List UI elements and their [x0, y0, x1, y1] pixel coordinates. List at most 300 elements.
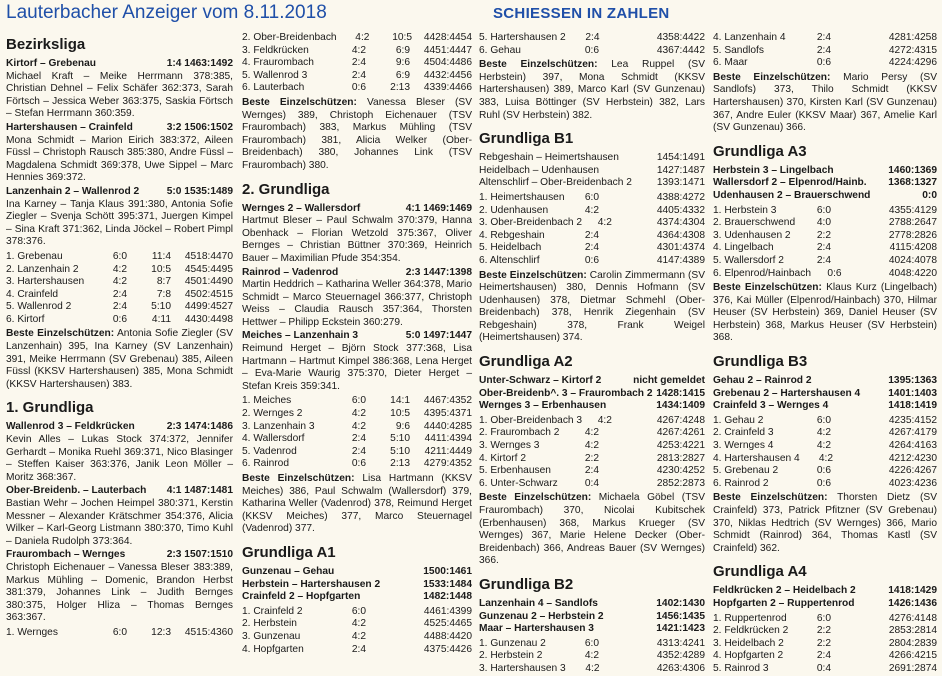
team-name: 3. Heidelbach 2	[713, 637, 784, 649]
team-points: 4:2	[816, 427, 831, 439]
team-wins	[831, 217, 875, 230]
team-name: 4. Rebgeshain	[479, 229, 545, 241]
column-1	[6, 30, 233, 673]
standings-row	[242, 631, 472, 644]
team-name: 5. Erbenhausen	[479, 465, 551, 477]
best-shooters-label: Beste Einzelschützen:	[713, 282, 822, 294]
match-pairings: Kevin Alles – Lukas Stock 374:372, Jennifer Gerhardt – Monika Ruehl 369:371, Nico Blasinger – Steffen Kaiser 363:376, Janik Leon Möller – Moritz 368:367.	[6, 434, 233, 483]
team-name: 2. Lanzenhain 2	[6, 263, 79, 275]
team-points: 2:4	[351, 69, 366, 81]
match-score: 1460:1369	[888, 164, 937, 176]
result-row	[479, 598, 705, 611]
team-name: 5. Sandlofs	[713, 44, 764, 56]
match-teams: Crainfeld 2 – Hopfgarten	[242, 591, 361, 603]
result-row	[479, 400, 705, 413]
column-2	[242, 30, 472, 673]
section-title: SCHIESSEN IN ZAHLEN	[493, 5, 670, 22]
team-rings: 4432:4456	[423, 69, 472, 81]
match-teams: Wernges 3 – Erbenhausen	[479, 400, 607, 412]
team-rings: 4525:4465	[423, 618, 472, 630]
team-wins	[366, 618, 410, 631]
team-name: 3. Hartershausen	[6, 276, 85, 288]
team-name: 2. Brauerschwend	[713, 217, 796, 229]
team-rings: 4226:4267	[888, 465, 937, 477]
result-row	[713, 400, 937, 413]
team-name: 3. Gunzenau	[242, 630, 301, 642]
team-rings: 4364:4308	[656, 229, 705, 241]
match-score: 2:3 1474:1486	[166, 421, 233, 433]
page-header	[0, 0, 942, 28]
team-points: 4:2	[351, 618, 366, 630]
team-points: 4:2	[351, 420, 366, 432]
team-rings: 4224:4296	[888, 57, 937, 69]
team-name: 2. Wernges 2	[242, 408, 303, 420]
team-rings: 4235:4152	[888, 414, 937, 426]
team-wins	[833, 453, 876, 466]
match-teams: Hopfgarten 2 – Ruppertenrod	[713, 597, 855, 609]
standings-table	[242, 606, 472, 656]
team-wins	[599, 650, 643, 663]
team-name: 4. Lanzenhain 4	[713, 32, 786, 43]
team-points: 0:4	[584, 477, 599, 489]
standings-row	[479, 45, 705, 58]
match-score: 1456:1435	[656, 610, 705, 622]
team-rings: 4267:4179	[888, 427, 937, 439]
team-name: 4. Crainfeld	[6, 288, 59, 300]
standings-table	[713, 415, 937, 491]
result-row	[713, 388, 937, 401]
team-rings: 2778:2826	[888, 229, 937, 241]
standings-row	[6, 276, 233, 289]
standings-table	[713, 205, 937, 281]
best-shooters-text: Lea Ruppel (SV Herbstein) 397, Mona Schmidt (KKSV Hartershausen) 389, Marco Karl (SV Gunzenau) 383, Luisa Böttinger (SV Herbstein) 382, Lars Ruhl (SV Herbstein) 382.	[479, 59, 705, 121]
team-points: 2:4	[351, 445, 366, 457]
match-pairings: Bastian Wehr – Jochen Heimpel 380:371, Kerstin Messner – Alexander Krätschmer 354:376, Alicia Wilker – Karl-Georg Listmann 380:370, Timo Kuhl – Daniela Rudolph 373:364.	[6, 498, 233, 547]
team-name: 6. Maar	[713, 57, 748, 69]
team-wins	[599, 440, 643, 453]
team-wins: 5:10	[151, 301, 171, 313]
standings-row	[479, 427, 705, 440]
team-rings: 4279:4352	[423, 458, 472, 470]
team-wins	[831, 205, 875, 218]
match-score: 1395:1363	[888, 375, 937, 387]
match-teams: Meiches – Lanzenhain 3	[242, 330, 359, 342]
team-points: 2:4	[585, 32, 600, 43]
standings-table	[242, 395, 472, 471]
team-rings: 4115:4208	[889, 242, 937, 254]
best-shooters-label: Beste Einzelschützen:	[479, 492, 592, 504]
match-score: 0:0	[922, 189, 937, 201]
team-points: 4:2	[816, 440, 831, 452]
team-wins: 14:1	[390, 395, 410, 407]
match-score: 1368:1327	[888, 177, 937, 189]
best-shooters-text: Carolin Zimmermann (SV Heimertshausen) 380, Dennis Hofmann (SV Udenhausen) 378, Dietmar Schmehl (Ober-Breidenbach) 378, Henrik Ziegenhain (SV Rebgeshain) 378, Frank Weigel (Heimertshausen) 374.	[479, 269, 705, 344]
team-name: 5. Vadenrod	[242, 445, 297, 457]
team-name: 4. Kirtorf 2	[479, 452, 526, 464]
team-name: 3. Lanzenhain 3	[242, 420, 315, 432]
best-shooters-text: Mario Persy (SV Sandlofs) 373, Thilo Schmidt (KKSV Hartershausen) 370, Kirsten Karl (SV Gunzenau) 367, Andre Euler (KKSV Maar) 367, Amelie Karl (SV Gunzenau) 366.	[713, 71, 937, 134]
team-name: 2. Udenhausen	[479, 204, 549, 216]
best-shooters	[479, 492, 705, 568]
standings-row	[479, 230, 705, 243]
team-rings: 4504:4486	[423, 57, 472, 69]
team-name: 5. Wallersdorf 2	[713, 254, 784, 266]
standings-row	[479, 465, 705, 478]
team-rings: 2804:2839	[888, 637, 937, 649]
team-rings: 4313:4241	[656, 637, 705, 649]
best-shooters	[242, 473, 472, 536]
team-wins	[599, 205, 643, 218]
match-header	[6, 122, 233, 135]
standings-row	[713, 478, 937, 491]
team-points: 0:6	[816, 465, 831, 477]
team-name: 3. Udenhausen 2	[713, 229, 791, 241]
standings-row	[242, 644, 472, 657]
team-points: 2:4	[816, 44, 831, 56]
league-heading: Grundliga A3	[713, 142, 807, 160]
team-rings: 4272:4315	[888, 44, 937, 56]
standings-row	[713, 255, 937, 268]
team-rings: 4518:4470	[184, 250, 233, 262]
league-heading: Grundliga B2	[479, 575, 574, 593]
team-wins	[366, 631, 410, 644]
team-name: 4. Hartershausen 4	[713, 452, 800, 464]
team-rings: 4405:4332	[656, 204, 705, 216]
best-shooters-text: Lisa Hartmann (KKSV Meiches) 386, Paul Schwalm (Wallersdorf) 379, Katharina Weller (Vadenrod) 378, Reimund Herget (KKSV Meiches) 377, Marco Steuernagel (Vadenrod) 377.	[242, 473, 473, 535]
team-wins	[831, 230, 875, 243]
team-wins	[366, 606, 410, 619]
standings-row	[713, 650, 937, 663]
team-rings: 4352:4289	[656, 650, 705, 662]
team-rings: 4502:4515	[184, 288, 233, 300]
match-teams: Ober-Breidenb^. 3 – Fraurombach 2	[479, 387, 653, 399]
match-teams: Gunzenau – Gehau	[242, 565, 335, 577]
team-wins: 7:8	[156, 288, 171, 300]
team-name: 4. Hopfgarten	[242, 643, 304, 655]
team-name: 5. Heidelbach	[479, 242, 542, 254]
team-name: 2. Herbstein	[242, 618, 297, 630]
match-pairings: Michael Kraft – Meike Herrmann 378:385, Christian Dehnel – Felix Schäfer 362:373, Sarah Förtsch – Jessica Weber 363:375, Saskia Förtsch – Stefan Herrmann 360:359.	[6, 70, 233, 120]
team-rings: 4024:4078	[888, 254, 937, 266]
standings-row	[713, 663, 937, 676]
team-wins: 10:5	[392, 32, 413, 43]
team-name: 6. Kirtorf	[6, 313, 45, 325]
team-wins	[599, 427, 643, 440]
standings-row	[242, 433, 472, 446]
team-rings: 4388:4272	[656, 191, 705, 203]
team-wins	[599, 45, 643, 58]
team-rings: 4267:4261	[656, 427, 705, 439]
team-wins	[831, 478, 875, 491]
team-name: 6. Unter-Schwarz	[479, 477, 558, 489]
team-points: 4:2	[355, 32, 370, 43]
team-points: 0:6	[351, 82, 366, 94]
team-name: 3. Wernges 4	[713, 440, 774, 452]
team-points: 4:2	[351, 44, 366, 56]
team-wins	[599, 453, 643, 466]
team-rings: 4211:4449	[424, 445, 472, 457]
match-score: 2:3 1507:1510	[166, 549, 233, 561]
team-rings: 4451:4447	[423, 44, 472, 56]
team-wins: 5:10	[390, 445, 410, 457]
team-rings: 4266:4215	[888, 650, 937, 662]
team-name: 2. Herbstein 2	[479, 650, 543, 662]
match-teams: Wallersdorf 2 – Elpenrod/Hainb.	[713, 177, 867, 189]
standings-row	[479, 478, 705, 491]
team-points: 0:6	[827, 267, 842, 279]
team-name: 5. Wallenrod 3	[242, 69, 308, 81]
team-points: 2:4	[112, 301, 127, 313]
team-points: 2:4	[112, 288, 127, 300]
result-row	[479, 165, 705, 178]
team-name: 6. Altenschlirf	[479, 254, 540, 266]
team-points: 2:4	[351, 643, 366, 655]
match-teams: Grebenau 2 – Hartershausen 4	[713, 387, 861, 399]
match-score: 2:3 1447:1398	[405, 266, 472, 278]
standings-row	[479, 415, 705, 428]
standings-row	[479, 440, 705, 453]
match-teams: Gehau 2 – Rainrod 2	[713, 375, 812, 387]
best-shooters	[479, 59, 705, 122]
team-rings: 4301:4374	[656, 242, 705, 254]
team-points: 0:4	[816, 662, 831, 674]
column-4	[713, 30, 937, 673]
match-score: 1401:1403	[888, 387, 937, 399]
team-wins: 6:9	[395, 44, 410, 56]
team-points: 4:2	[584, 204, 599, 216]
team-wins	[366, 644, 410, 657]
team-name: 3. Hartershausen 3	[479, 662, 566, 674]
team-rings: 2813:2827	[656, 452, 705, 464]
team-name: 1. Ruppertenrod	[713, 612, 787, 624]
team-points: 2:2	[816, 229, 831, 241]
standings-table	[713, 32, 937, 70]
team-rings: 4253:4221	[656, 440, 705, 452]
team-wins	[599, 192, 643, 205]
team-rings: 4461:4399	[423, 605, 472, 617]
team-points: 0:6	[816, 57, 831, 69]
league-heading: Grundliga B1	[479, 130, 574, 148]
match-score: 1418:1419	[888, 400, 937, 412]
match-score: 1393:1471	[656, 177, 705, 189]
team-points: 6:0	[351, 395, 366, 407]
match-teams: Lanzenhain 2 – Wallenrod 2	[6, 185, 140, 197]
match-teams: Crainfeld 3 – Wernges 4	[713, 400, 829, 412]
standings-row	[479, 32, 705, 45]
team-rings: 4339:4466	[423, 82, 472, 94]
team-name: 6. Elpenrod/Hainbach	[713, 267, 811, 279]
standings-row	[242, 446, 472, 459]
result-row	[713, 177, 937, 190]
team-rings: 4023:4236	[888, 477, 937, 489]
match-teams: Wernges 2 – Wallersdorf	[242, 202, 361, 214]
standings-row	[713, 613, 937, 626]
result-row	[479, 388, 705, 401]
column-3	[479, 30, 705, 673]
match-header	[6, 485, 233, 498]
team-rings: 4264:4163	[888, 440, 937, 452]
team-points: 2:4	[816, 254, 831, 266]
team-points: 2:4	[816, 650, 831, 662]
standings-row	[6, 627, 233, 640]
team-points: 4:2	[585, 662, 600, 674]
team-points: 6:0	[816, 612, 831, 624]
team-wins: 9:6	[395, 57, 410, 69]
standings-row	[6, 251, 233, 264]
standings-row	[479, 663, 705, 676]
team-rings: 4440:4285	[423, 420, 472, 432]
team-wins	[842, 268, 882, 281]
team-wins	[831, 32, 875, 45]
team-wins: 12:3	[151, 626, 171, 638]
standings-row	[713, 465, 937, 478]
best-shooters-label: Beste Einzelschützen:	[479, 269, 587, 281]
team-points: 2:4	[584, 242, 599, 254]
match-score: 1402:1430	[656, 597, 705, 609]
team-wins	[599, 465, 643, 478]
match-header	[6, 549, 233, 562]
team-wins	[612, 415, 651, 428]
standings-row	[242, 458, 472, 471]
best-shooters	[479, 270, 705, 346]
team-name: 6. Rainrod 2	[713, 477, 769, 489]
standings-table	[6, 627, 233, 640]
standings-row	[242, 395, 472, 408]
team-points: 4:2	[112, 276, 127, 288]
team-name: 1. Ober-Breidenbach 3	[479, 414, 583, 426]
match-pairings: Martin Heddrich – Katharina Weller 364:378, Mario Schmidt – Marco Steuernagel 366:377, Christoph Weiss – Claudia Rausch 357:364, Thorsten Hettwer – Philipp Eckstein 360:279.	[242, 279, 472, 328]
team-name: 6. Lauterbach	[242, 82, 305, 94]
team-wins: 2:13	[390, 82, 410, 94]
match-score: 1426:1436	[888, 597, 937, 609]
team-rings: 4263:4306	[656, 662, 705, 674]
match-score: 1482:1448	[423, 591, 472, 603]
match-score: nicht gemeldet	[633, 375, 705, 387]
team-name: 1. Crainfeld 2	[242, 605, 303, 617]
team-points: 2:4	[816, 32, 831, 43]
standings-row	[242, 70, 472, 83]
best-shooters	[713, 282, 937, 345]
standings-row	[713, 205, 937, 218]
team-wins	[831, 440, 875, 453]
standings-row	[713, 453, 937, 466]
team-wins	[612, 217, 651, 230]
team-wins	[831, 45, 875, 58]
match-teams: Herbstein – Hartershausen 2	[242, 578, 381, 590]
result-row	[713, 585, 937, 598]
match-pairings: Hartmut Bleser – Paul Schwalm 370:379, Hanna Obenhack – Florian Wetzold 375:367, Oliver Bernges – Christian Büttner 370:369, Heinrich Bauer – Maximilian Pfude 354:354.	[242, 215, 472, 264]
league-heading: Grundliga A4	[713, 563, 807, 581]
team-points: 6:0	[351, 605, 366, 617]
team-points: 0:6	[816, 477, 831, 489]
match-score: 1421:1423	[656, 623, 705, 635]
team-rings: 4501:4490	[184, 276, 233, 288]
standings-table	[479, 192, 705, 268]
standings-row	[6, 289, 233, 302]
match-score: 1427:1487	[656, 164, 705, 176]
team-rings: 4395:4371	[423, 408, 472, 420]
team-rings: 2852:2873	[656, 477, 705, 489]
match-header	[6, 58, 233, 71]
standings-row	[713, 230, 937, 243]
team-points: 2:4	[584, 465, 599, 477]
result-row	[479, 375, 705, 388]
result-row	[242, 591, 472, 604]
standings-row	[242, 606, 472, 619]
team-wins	[600, 32, 644, 45]
team-rings: 4467:4352	[423, 395, 472, 407]
team-name: 3. Ober-Breidenbach 2	[479, 217, 583, 229]
match-teams: Gunzenau 2 – Herbstein 2	[479, 610, 604, 622]
team-name: 4. Wallersdorf	[242, 433, 305, 445]
match-teams: Heidelbach – Udenhausen	[479, 164, 600, 176]
match-pairings: Reimund Herget – Björn Stock 377:368, Lisa Hartmann – Hartmut Kimpel 386:368, Lena Herget – Eva-Marie Waurig 375:370, Dieter Herget – Stefan Kreis 359:341.	[242, 343, 472, 392]
team-name: 6. Gehau	[479, 44, 521, 56]
team-wins	[599, 242, 643, 255]
team-wins	[600, 663, 644, 676]
standings-row	[6, 264, 233, 277]
standings-table	[6, 251, 233, 327]
standings-table	[479, 32, 705, 57]
league-heading: Grundliga A2	[479, 353, 573, 371]
team-wins: 4:11	[151, 313, 171, 325]
team-name: 5. Wallenrod 2	[6, 301, 72, 313]
team-name: 3. Feldkrücken	[242, 44, 309, 56]
team-points: 6:0	[584, 637, 599, 649]
team-name: 1. Grebenau	[6, 250, 63, 262]
result-row	[713, 598, 937, 611]
team-points: 4:2	[584, 427, 599, 439]
team-rings: 4499:4527	[184, 301, 233, 313]
team-wins	[831, 242, 875, 255]
team-wins: 8:7	[156, 276, 171, 288]
team-rings: 4428:4454	[423, 32, 472, 43]
standings-row	[242, 618, 472, 631]
standings-row	[713, 268, 937, 281]
team-points: 2:4	[351, 433, 366, 445]
best-shooters	[6, 328, 233, 391]
newspaper-title: Lauterbacher Anzeiger vom 8.11.2018	[6, 2, 327, 23]
standings-row	[479, 217, 705, 230]
league-heading: Grundliga A1	[242, 543, 336, 561]
match-header	[242, 267, 472, 280]
team-wins	[831, 57, 875, 70]
match-header	[242, 330, 472, 343]
team-wins	[599, 230, 643, 243]
team-wins: 5:10	[390, 433, 410, 445]
team-rings: 4267:4248	[656, 414, 705, 426]
team-wins	[599, 638, 643, 651]
team-name: 3. Wernges 3	[479, 440, 540, 452]
team-wins: 9:6	[395, 420, 410, 432]
standings-table	[479, 638, 705, 676]
standings-row	[479, 638, 705, 651]
league-heading: Grundliga B3	[713, 353, 808, 371]
team-points: 6:0	[584, 191, 599, 203]
team-name: 2. Feldkrücken 2	[713, 625, 789, 637]
best-shooters-label: Beste Einzelschützen:	[713, 71, 831, 83]
result-row	[713, 165, 937, 178]
result-row	[713, 190, 937, 203]
team-wins	[831, 613, 875, 626]
team-points: 4:2	[584, 440, 599, 452]
best-shooters-text: Michaela Göbel (TSV Fraurombach) 370, Nicolai Kubitschek (Erbenhausen) 368, Markus Krueger (SV Wernges) 367, Marie Helene Decker (Ober-Breidenbach) 366, Andreas Bauer (SV Wernges) 366.	[479, 492, 706, 567]
team-name: 6. Rainrod	[242, 458, 290, 470]
standings-row	[6, 314, 233, 327]
match-teams: Udenhausen 2 – Brauerschwend	[713, 189, 871, 201]
best-shooters	[713, 72, 937, 135]
team-rings: 4281:4258	[888, 32, 937, 43]
